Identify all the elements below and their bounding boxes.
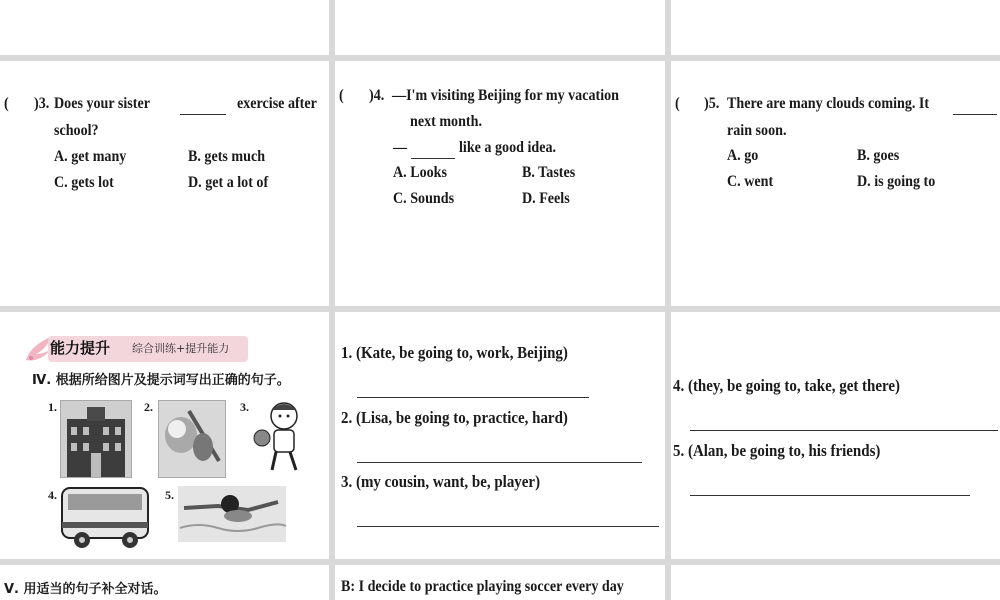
q5-option-b: B. goes	[857, 147, 900, 164]
prompt-3: 3. (my cousin, want, be, player)	[341, 472, 541, 491]
answer-line-5[interactable]	[690, 495, 970, 496]
q4-option-c: C. Sounds	[393, 190, 455, 207]
prompts-mid-card	[335, 312, 665, 559]
section-v-instruction: Ⅴ. 用适当的句子补全对话。	[4, 582, 167, 597]
cell-top-left	[0, 0, 329, 55]
answer-line-2[interactable]	[357, 462, 642, 463]
q4-paren: (	[339, 87, 344, 104]
q3-option-a: A. get many	[54, 148, 127, 165]
dialog-b-line: B: I decide to practice playing soccer every day	[341, 578, 624, 595]
q3-answer-blank[interactable]	[180, 114, 226, 115]
q3-line2: school?	[54, 122, 99, 139]
section-v-card	[0, 565, 329, 600]
question-4-card	[335, 61, 665, 306]
q3-option-c: C. gets lot	[54, 174, 114, 191]
q4-line1: —I'm visiting Beijing for my vacation	[392, 87, 619, 104]
pic-label-2: 2.	[144, 400, 153, 414]
q5-option-a: A. go	[727, 147, 759, 164]
prompt-2: 2. (Lisa, be going to, practice, hard)	[341, 408, 568, 427]
dialog-card	[335, 565, 665, 600]
q4-option-d: D. Feels	[522, 190, 570, 207]
q3-line1-a: Does your sister	[54, 95, 150, 112]
q4-line3-dash: —	[393, 139, 408, 156]
prompt-5: 5. (Alan, be going to, his friends)	[673, 441, 881, 460]
cell-bottom-right	[671, 565, 1000, 600]
swimmer-icon	[178, 486, 286, 542]
q4-option-a: A. Looks	[393, 164, 447, 181]
badge-title: 能力提升	[50, 339, 111, 357]
answer-line-4[interactable]	[690, 430, 998, 431]
q5-paren: (	[675, 95, 680, 112]
q4-number: )4.	[369, 87, 385, 104]
q5-number: )5.	[704, 95, 720, 112]
section-iv-instruction: Ⅳ. 根据所给图片及提示词写出正确的句子。	[32, 373, 290, 388]
question-3-card	[0, 61, 329, 306]
q4-option-b: B. Tastes	[522, 164, 576, 181]
cell-top-right	[671, 0, 1000, 55]
basketball-boy-icon	[250, 398, 312, 478]
section-iv-card	[0, 312, 329, 559]
q5-line1: There are many clouds coming. It	[727, 95, 930, 112]
q5-option-d: D. is going to	[857, 173, 936, 190]
pic-label-4: 4.	[48, 488, 57, 502]
q3-paren: (	[4, 95, 9, 112]
answer-line-1[interactable]	[357, 397, 589, 398]
pic-label-5: 5.	[165, 488, 174, 502]
q4-line2: next month.	[410, 113, 482, 130]
q4-answer-blank[interactable]	[411, 158, 455, 159]
question-5-card	[671, 61, 1000, 306]
bus-icon	[60, 484, 152, 554]
q3-number: )3.	[34, 95, 50, 112]
prompts-right-card	[671, 312, 1000, 559]
prompt-4: 4. (they, be going to, take, get there)	[673, 376, 900, 395]
q5-answer-blank[interactable]	[953, 114, 997, 115]
pic-label-1: 1.	[48, 400, 57, 414]
prompt-1: 1. (Kate, be going to, work, Beijing)	[341, 343, 568, 362]
q4-line3-rest: like a good idea.	[459, 139, 557, 156]
badge-subtitle: 综合训练+提升能力	[132, 342, 230, 355]
q3-option-b: B. gets much	[188, 148, 266, 165]
pic-label-3: 3.	[240, 400, 249, 414]
violin-player-photo-icon	[158, 400, 226, 478]
building-photo-icon	[60, 400, 132, 478]
q3-line1-b: exercise after	[237, 95, 317, 112]
ability-badge	[12, 324, 252, 364]
cell-top-mid	[335, 0, 665, 55]
q5-option-c: C. went	[727, 173, 774, 190]
q3-option-d: D. get a lot of	[188, 174, 269, 191]
q5-line2: rain soon.	[727, 122, 787, 139]
answer-line-3[interactable]	[357, 526, 659, 527]
